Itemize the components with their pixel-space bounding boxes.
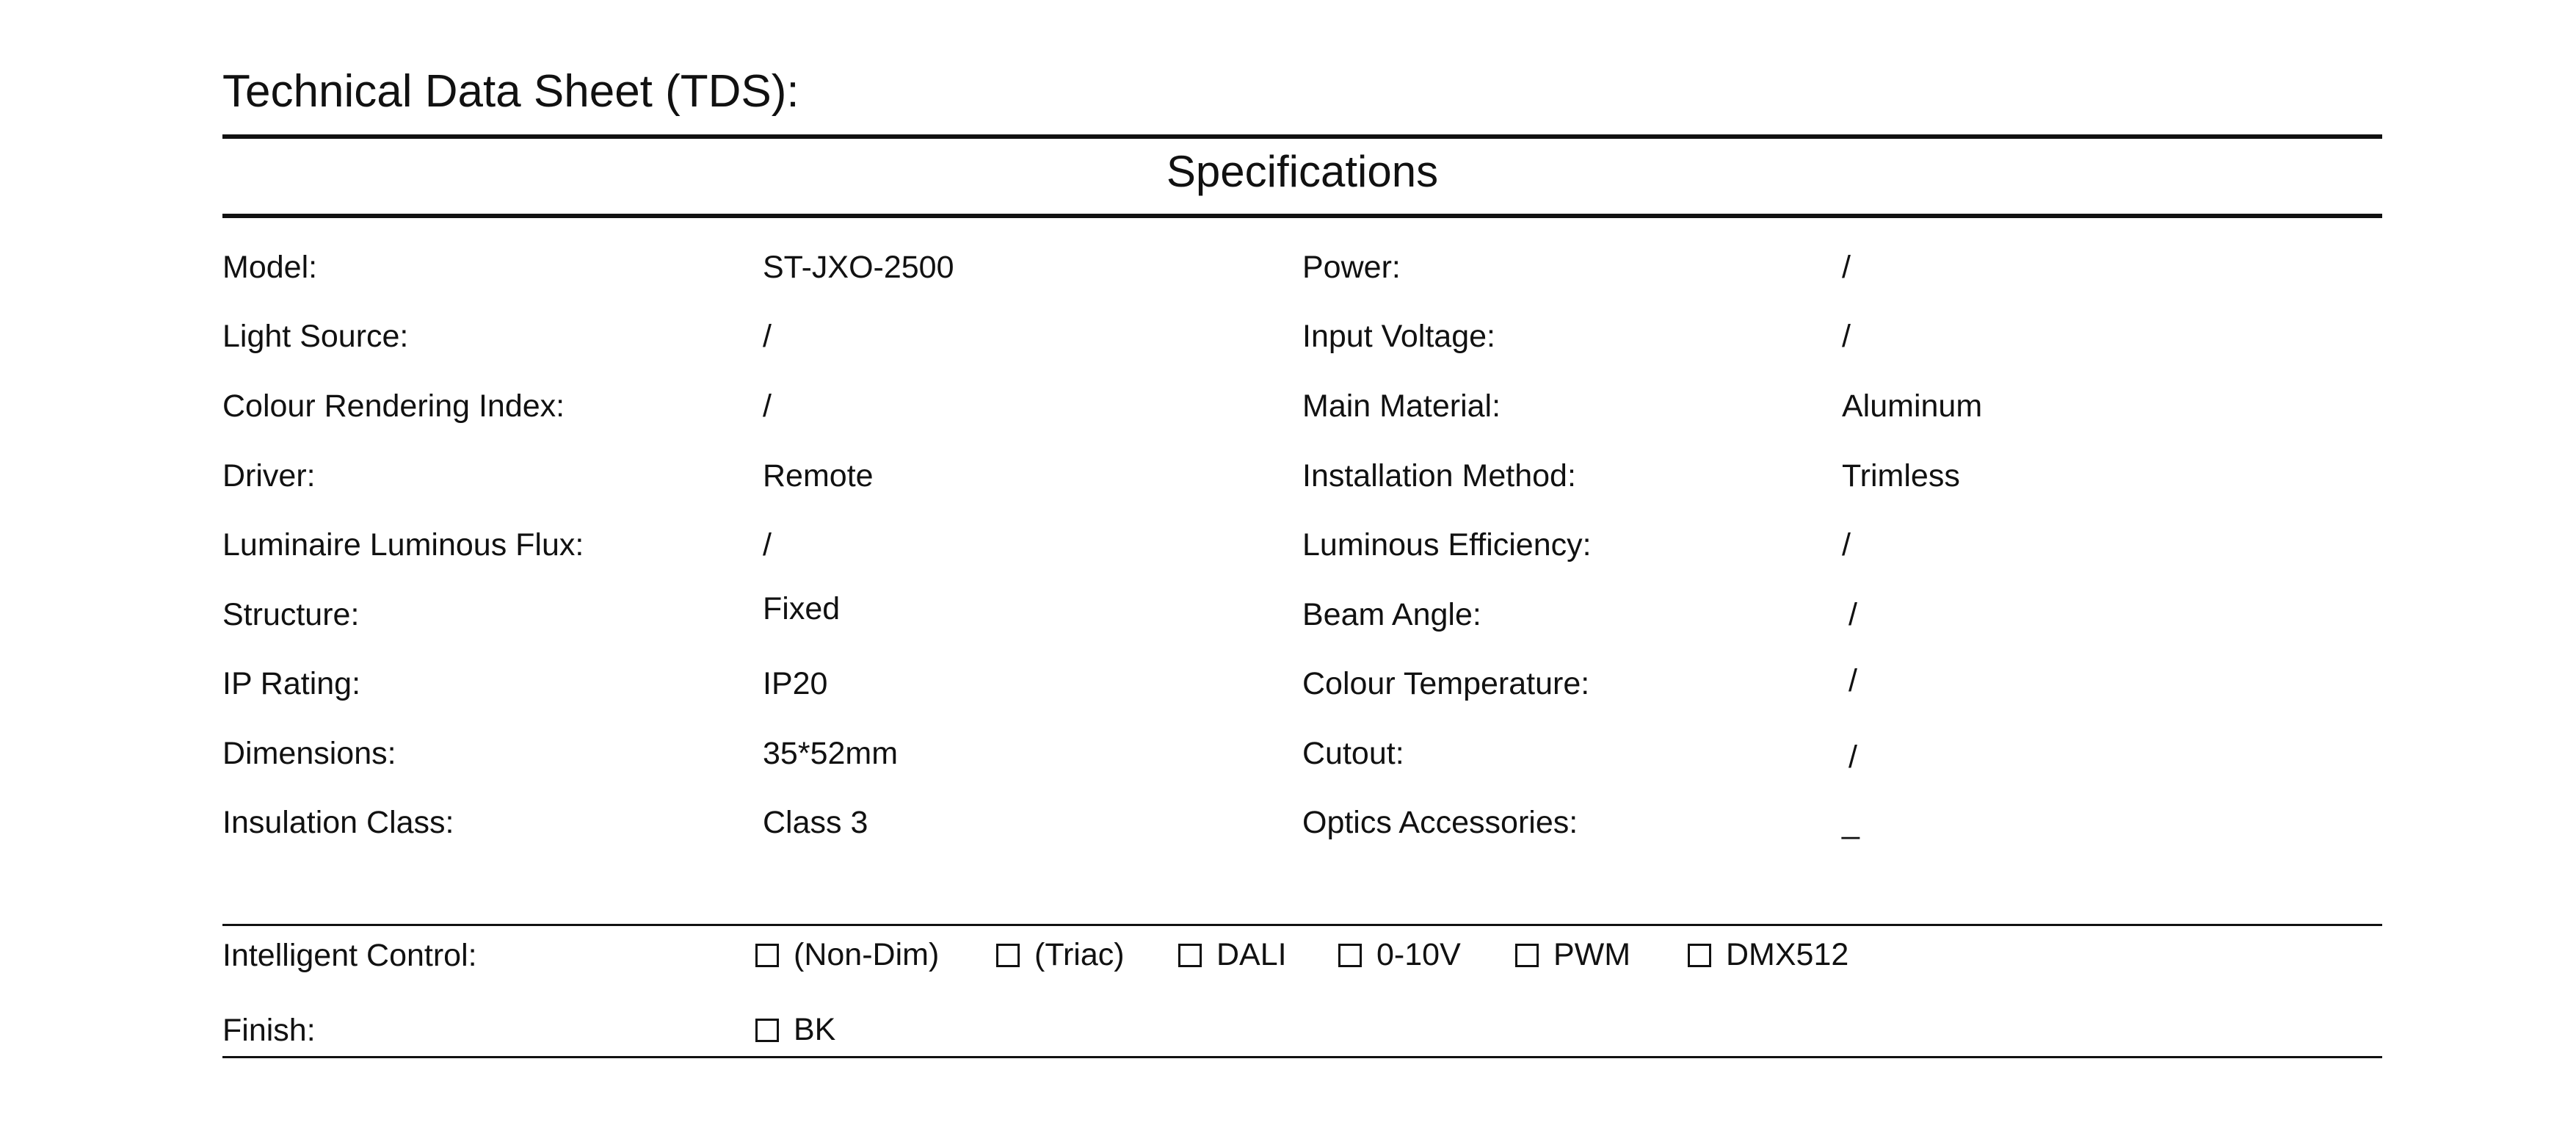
spec-label-power: Power: bbox=[1302, 250, 1401, 285]
control-option-dmx512[interactable] bbox=[1688, 939, 1848, 971]
spec-value-light-source: / bbox=[763, 319, 772, 354]
spec-value-input-voltage: / bbox=[1842, 319, 1851, 354]
page-title: Technical Data Sheet (TDS): bbox=[222, 66, 799, 117]
spec-label-dimensions: Dimensions: bbox=[222, 736, 396, 771]
control-option-0-10v[interactable] bbox=[1338, 939, 1461, 971]
spec-value-installation-method: Trimless bbox=[1842, 458, 1960, 494]
intelligent-control-label: Intelligent Control: bbox=[222, 938, 477, 973]
spec-label-luminous-efficiency: Luminous Efficiency: bbox=[1302, 527, 1592, 563]
control-option-non-dim[interactable] bbox=[755, 939, 939, 971]
spec-value-beam-angle: / bbox=[1848, 597, 1857, 632]
specifications-heading: Specifications bbox=[1166, 147, 1439, 196]
control-section-bottom-rule bbox=[222, 1056, 2382, 1058]
spec-label-luminaire-luminous-flux: Luminaire Luminous Flux: bbox=[222, 527, 584, 563]
spec-value-luminous-efficiency: / bbox=[1842, 527, 1851, 563]
control-option-dali[interactable] bbox=[1178, 939, 1287, 971]
checkbox-bk[interactable] bbox=[755, 1019, 779, 1042]
spec-value-cutout: / bbox=[1848, 740, 1857, 775]
spec-value-main-material: Aluminum bbox=[1842, 388, 1983, 424]
control-option-0-10v-label: 0-10V bbox=[1376, 937, 1461, 972]
spec-value-dimensions: 35*52mm bbox=[763, 736, 899, 771]
spec-label-colour-temperature: Colour Temperature: bbox=[1302, 666, 1590, 701]
finish-option-bk[interactable] bbox=[755, 1014, 835, 1046]
spec-label-driver: Driver: bbox=[222, 458, 316, 494]
checkbox-dali[interactable] bbox=[1178, 944, 1202, 967]
control-section-top-rule bbox=[222, 924, 2382, 926]
spec-label-colour-rendering-index: Colour Rendering Index: bbox=[222, 388, 565, 424]
spec-value-colour-temperature: / bbox=[1848, 663, 1857, 698]
spec-label-main-material: Main Material: bbox=[1302, 388, 1501, 424]
spec-value-insulation-class: Class 3 bbox=[763, 805, 868, 840]
control-option-pwm-label: PWM bbox=[1553, 937, 1631, 972]
spec-label-beam-angle: Beam Angle: bbox=[1302, 597, 1481, 632]
control-option-triac-label: (Triac) bbox=[1034, 937, 1125, 972]
checkbox-0-10v[interactable] bbox=[1338, 944, 1362, 967]
spec-label-structure: Structure: bbox=[222, 597, 360, 632]
specifications-rule bbox=[222, 214, 2382, 218]
spec-value-power: / bbox=[1842, 250, 1851, 285]
spec-value-optics-accessories: _ bbox=[1842, 805, 1860, 840]
control-option-non-dim-label: (Non-Dim) bbox=[794, 937, 940, 972]
control-option-dmx512-label: DMX512 bbox=[1726, 937, 1849, 972]
control-option-pwm[interactable] bbox=[1515, 939, 1630, 971]
spec-label-insulation-class: Insulation Class: bbox=[222, 805, 454, 840]
spec-label-installation-method: Installation Method: bbox=[1302, 458, 1576, 494]
checkbox-triac[interactable] bbox=[996, 944, 1020, 967]
spec-label-input-voltage: Input Voltage: bbox=[1302, 319, 1495, 354]
checkbox-dmx512[interactable] bbox=[1688, 944, 1711, 967]
control-option-dali-label: DALI bbox=[1216, 937, 1287, 972]
spec-value-colour-rendering-index: / bbox=[763, 388, 772, 424]
spec-label-light-source: Light Source: bbox=[222, 319, 409, 354]
finish-label: Finish: bbox=[222, 1013, 316, 1048]
spec-label-ip-rating: IP Rating: bbox=[222, 666, 361, 701]
finish-option-bk-label: BK bbox=[794, 1012, 836, 1047]
control-option-triac[interactable] bbox=[996, 939, 1125, 971]
spec-value-ip-rating: IP20 bbox=[763, 666, 828, 701]
spec-label-optics-accessories: Optics Accessories: bbox=[1302, 805, 1578, 840]
checkbox-non-dim[interactable] bbox=[755, 944, 779, 967]
spec-value-luminaire-luminous-flux: / bbox=[763, 527, 772, 563]
checkbox-pwm[interactable] bbox=[1515, 944, 1539, 967]
spec-value-model: ST-JXO-2500 bbox=[763, 250, 954, 285]
spec-value-driver: Remote bbox=[763, 458, 874, 494]
spec-label-model: Model: bbox=[222, 250, 318, 285]
spec-value-structure: Fixed bbox=[763, 591, 841, 626]
title-rule bbox=[222, 134, 2382, 139]
spec-label-cutout: Cutout: bbox=[1302, 736, 1404, 771]
